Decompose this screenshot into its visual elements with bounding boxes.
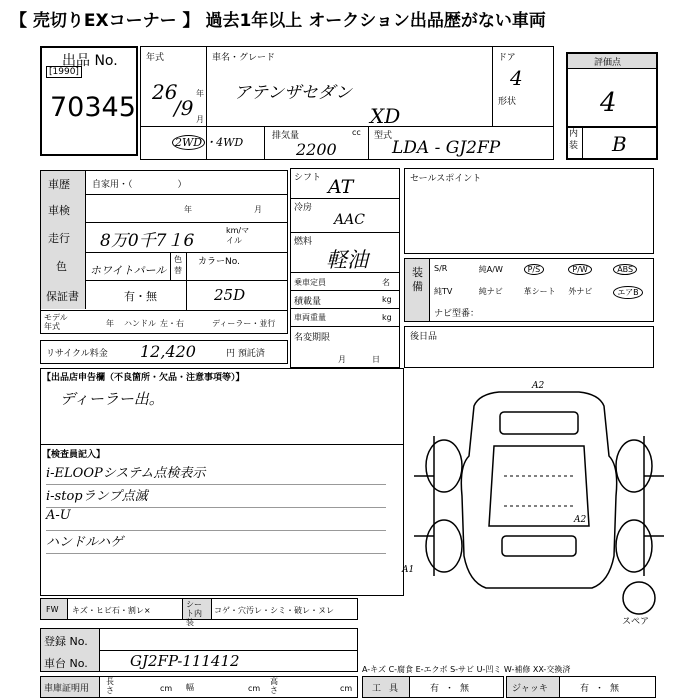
seat-items: コゲ・穴汚レ・シミ・破レ・ヌレ xyxy=(214,606,334,615)
warranty-value: 有・無 xyxy=(124,290,157,303)
inspector-lines xyxy=(46,462,386,554)
year-unit: 年 xyxy=(196,89,204,98)
color-no-value: 25D xyxy=(214,286,246,304)
tools-value: 有・無 xyxy=(430,684,476,694)
arrival-label: 後日品 xyxy=(410,332,438,342)
inspector-line: A-U xyxy=(46,508,386,531)
equipment-item: 革シート xyxy=(523,287,556,296)
score-label: 評価点 xyxy=(594,58,622,68)
tools-label: 工具 xyxy=(372,684,407,694)
ac-value: AAC xyxy=(334,212,365,228)
door-label: ドア xyxy=(498,53,516,63)
inspection-year-unit: 年 xyxy=(184,205,192,214)
dealer-label: ディーラー・並行 xyxy=(212,319,276,328)
damage-mark: A1 xyxy=(402,565,415,575)
recycle-unit: 円 預託済 xyxy=(226,349,265,359)
model-year-unit: 年 xyxy=(106,319,114,328)
lot-code: [1990] xyxy=(46,66,82,78)
navi-label: ナビ型番： xyxy=(434,309,480,319)
garage-height: 高さ xyxy=(270,677,278,695)
capacity-label: 乗車定員 xyxy=(294,278,326,287)
ac-label: 冷房 xyxy=(294,203,313,213)
seller-notes-label: 【出品店申告欄（不良箇所・欠品・注意事項等）】 xyxy=(42,373,245,383)
disp-value: 2200 xyxy=(296,140,337,159)
interior-value: B xyxy=(612,132,627,156)
door-value: 4 xyxy=(510,66,523,90)
equipment-label: 装備 xyxy=(412,266,423,293)
seller-notes-text: ディーラー出。 xyxy=(60,390,164,408)
name-change-unit: 月日 xyxy=(338,355,406,364)
seat-label: シート内装 xyxy=(186,600,202,627)
equipment-item: エアB xyxy=(613,286,643,299)
model-label: モデル年式 xyxy=(44,313,68,331)
type-value: LDA - GJ2FP xyxy=(392,138,501,158)
sales-point-label: セールスポイント xyxy=(410,174,482,184)
garage-cm1: cm xyxy=(160,684,173,693)
garage-cm3: cm xyxy=(340,684,353,693)
history-value: 自家用・（ ） xyxy=(92,180,187,190)
jack-label: ジャッキ xyxy=(512,684,548,694)
interior-label: 内装 xyxy=(569,129,579,151)
name-change-label: 名変期限 xyxy=(294,333,331,343)
handle-value: 左・右 xyxy=(160,319,184,328)
garage-cm2: cm xyxy=(248,684,261,693)
fuel-value: 軽油 xyxy=(326,248,368,272)
load-label: 積載量 xyxy=(294,297,322,307)
type-label: 型式 xyxy=(374,131,393,141)
equipment-item: 外ナビ xyxy=(568,287,593,296)
damage-legend: A-キズ C-腐食 E-エクボ S-サビ U-凹ミ W-補修 XX-交換済 xyxy=(362,665,571,674)
drive-2wd: 2WD ・4WD xyxy=(172,134,243,150)
fw-items: キズ・ヒビ石・割レ× xyxy=(72,606,151,615)
repaint-label: 色替 xyxy=(174,255,182,275)
registration-label: 登録 No. xyxy=(44,635,88,648)
lot-label: 出品 No. xyxy=(62,53,118,69)
fuel-label: 燃料 xyxy=(294,237,313,247)
month-unit: 月 xyxy=(196,115,204,124)
year-value: 26 xyxy=(152,80,178,104)
disp-unit: cc xyxy=(352,128,361,137)
year-label: 年式 xyxy=(146,53,165,63)
arrival-box xyxy=(404,326,654,368)
mileage-value: 8万0千7１6 xyxy=(100,231,195,251)
color-label: 色 xyxy=(56,260,67,273)
handle-label: ハンドル xyxy=(124,319,156,328)
history-label: 車歴 xyxy=(48,178,70,191)
shape-label: 形状 xyxy=(498,97,517,107)
garage-long: 長さ xyxy=(106,677,114,695)
grade-value: XD xyxy=(370,104,401,128)
inspector-line: i-ELOOPシステム点検表示 xyxy=(46,462,386,485)
lot-box xyxy=(40,46,138,156)
garage-label: 車庫証明用 xyxy=(44,684,90,694)
inspection-label: 車検 xyxy=(48,204,70,217)
mileage-label: 走行 xyxy=(48,232,70,245)
page-title: 【 売切りEXコーナー 】 過去1年以上 オークション出品歴がない車両 xyxy=(10,11,546,31)
spare-label: スペア xyxy=(622,617,650,627)
garage-width: 幅 xyxy=(186,683,194,692)
equipment-item: 純ナビ xyxy=(478,287,503,296)
shift-label: シフト xyxy=(294,173,322,183)
recycle-label: リサイクル料金 xyxy=(46,349,108,359)
equipment-item: ABS xyxy=(613,264,637,275)
inspector-line: ハンドルハゲ xyxy=(46,531,386,554)
score-value: 4 xyxy=(600,88,617,118)
mileage-unit: km/マイル xyxy=(226,226,250,245)
damage-mark: A2 xyxy=(532,381,545,391)
equipment-item: S/R xyxy=(434,264,448,273)
fw-label: FW xyxy=(46,605,59,614)
inspector-line: i-stopランプ点滅 xyxy=(46,485,386,508)
name-label: 車名・グレード xyxy=(212,53,276,63)
color-value: ホワイトパール xyxy=(90,264,167,277)
shift-value: AT xyxy=(328,176,354,198)
inspection-month-unit: 月 xyxy=(254,205,262,214)
car-damage-diagram xyxy=(404,376,674,626)
equipment-item: 純A/W xyxy=(478,265,503,274)
color-no-label: カラーNo. xyxy=(198,257,240,267)
chassis-value: GJ2FP-111412 xyxy=(130,652,240,670)
recycle-value: 12,420 xyxy=(140,342,196,361)
damage-mark: A2 xyxy=(574,515,587,525)
equipment-item: P/W xyxy=(568,264,591,275)
warranty-label: 保証書 xyxy=(46,290,79,303)
chassis-label: 車台 No. xyxy=(44,657,88,670)
name-value: アテンザセダン xyxy=(234,83,352,103)
jack-value: 有・無 xyxy=(580,684,626,694)
weight-unit: kg xyxy=(382,313,392,322)
equipment-item: 純TV xyxy=(434,287,453,296)
weight-label: 車両重量 xyxy=(294,313,326,322)
month-value: /9 xyxy=(174,96,194,120)
load-unit: kg xyxy=(382,295,392,304)
lot-number: 70345 xyxy=(50,92,136,123)
capacity-unit: 名 xyxy=(382,278,390,287)
inspector-label: 【検査員記入】 xyxy=(42,450,106,460)
disp-label: 排気量 xyxy=(272,131,300,141)
equipment-item: P/S xyxy=(524,264,545,275)
